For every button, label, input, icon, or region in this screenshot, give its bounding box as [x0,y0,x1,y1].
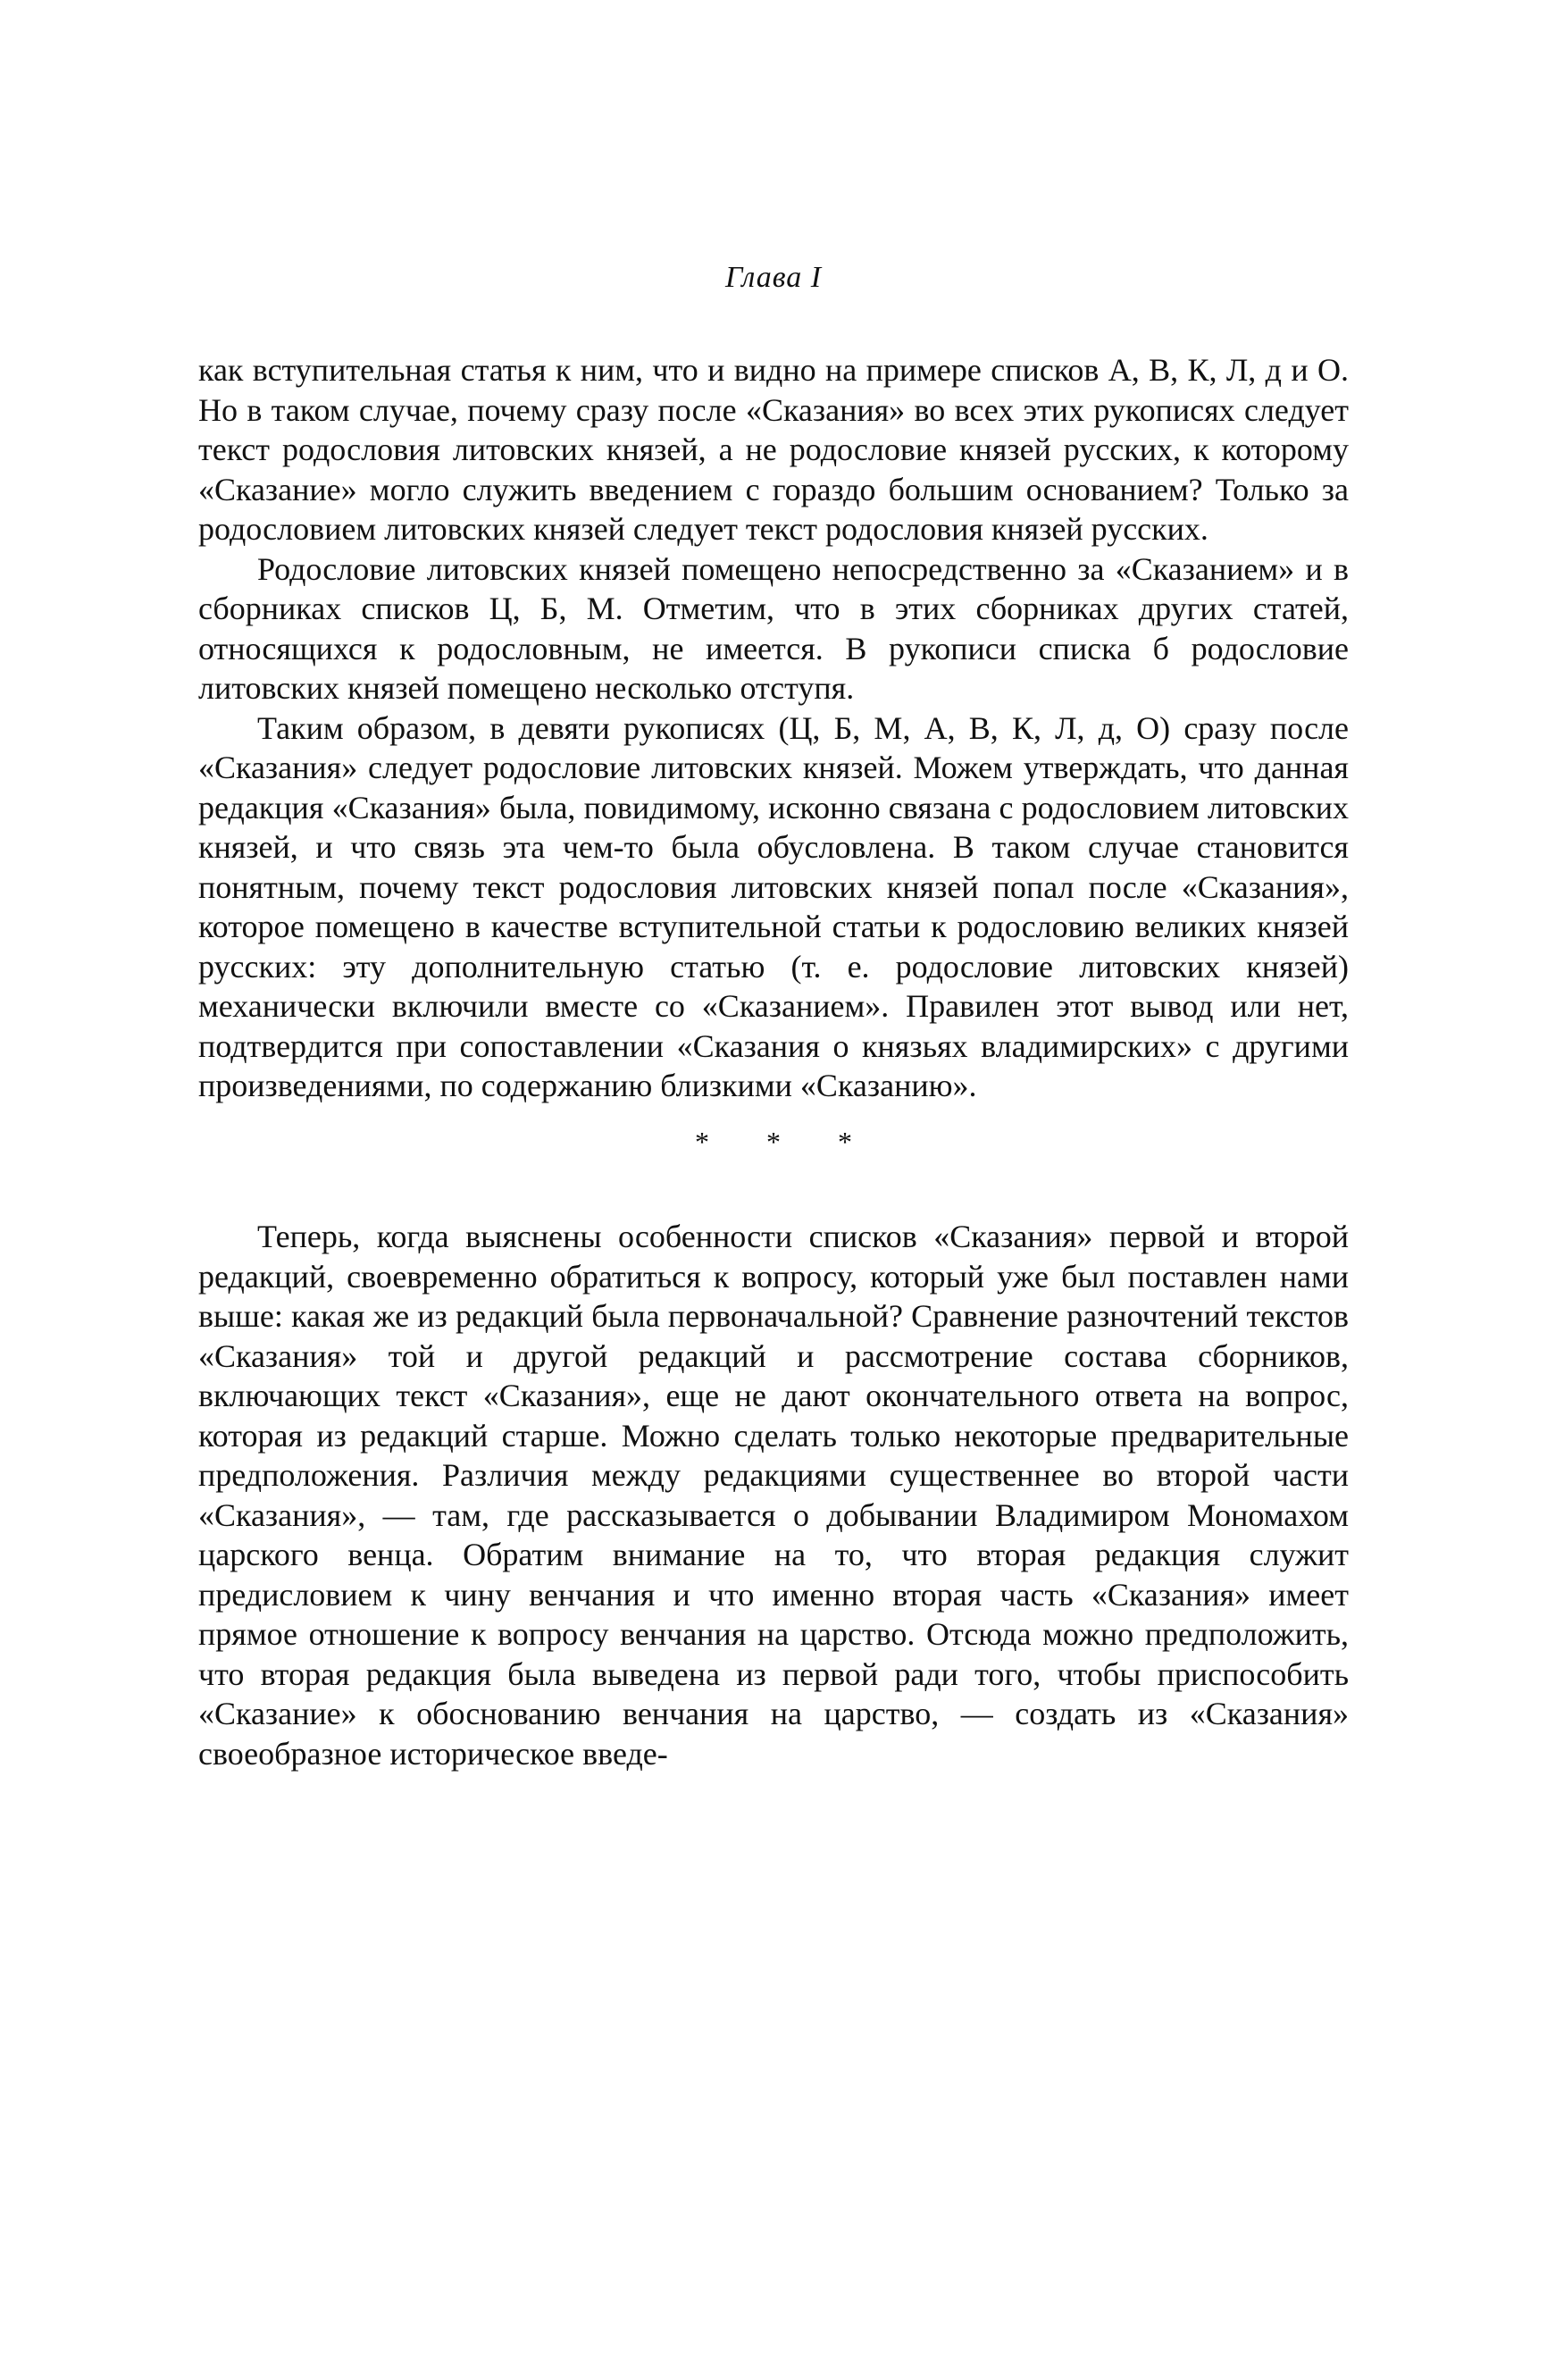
paragraph-2: Родословие литовских князей помещено непосредственно за «Сказанием» и в сборниках списков Ц, Б, М. Отметим, что в этих сборниках других статей, относящихся к родословным, не имеется. В рукописи списка б родословие литовских князей помещено несколько отступя. [198,550,1349,706]
paragraph-4: Теперь, когда выяснены особенности списков «Сказания» первой и второй редакций, своевременно обратиться к вопросу, который уже был поставлен нами выше: какая же из редакций была первоначальной? Сравнение разночтений текстов «Сказания» той и другой редакций и рассмотрение состава сборников, включающих текст «Сказания», еще не дают окончательного ответа на вопрос, которая из редакций старше. Можно сделать только некоторые предварительные предположения. Различия между редакциями существеннее во второй части «Сказания», — там, где рассказывается о добывании Владимиром Мономахом царского венца. Обратим внимание на то, что вторая редакция служит предисловием к чину венчания и что именно вторая часть «Сказания» имеет прямое отношение к вопросу венчания на царство. Отсюда можно предположить, что вторая редакция была выведена из первой ради того, чтобы приспособить «Сказание» к обоснованию венчания на царство, — создать из «Сказания» своеобразное историческое введе- [198,1219,1349,1772]
paragraph-3: Таким образом, в девяти рукописях (Ц, Б, М, А, В, К, Л, д, О) сразу после «Сказания» следует родословие литовских князей. Можем утверждать, что данная редакция «Сказания» была, повидимому, исконно связана с родословием литовских князей, и что связь эта чем-то была обусловлена. В таком случае становится понятным, почему текст родословия литовских князей попал после «Сказания», которое помещено в качестве вступительной статьи к родословию великих князей русских: эту дополнительную статью (т. е. родословие литовских князей) механически включили вместе со «Сказанием». Правилен этот вывод или нет, подтвердится при сопоставлении «Сказания о князьях владимирских» с другими произведениями, по содержанию близкими «Сказанию». [198,709,1349,1103]
body-text [198,350,1349,1773]
paragraph-1: как вступительная статья к ним, что и видно на примере списков А, В, К, Л, д и О. Но в таком случае, почему сразу после «Сказания» во всех этих рукописях следует текст родословия литовских князей, а не родословие князей русских, к которому «Сказание» могло служить введением с гораздо большим основанием? Только за родословием литовских князей следует текст родословия князей русских. [198,352,1349,547]
section-separator: * * * [695,1125,877,1158]
running-head: Глава I [724,261,823,294]
